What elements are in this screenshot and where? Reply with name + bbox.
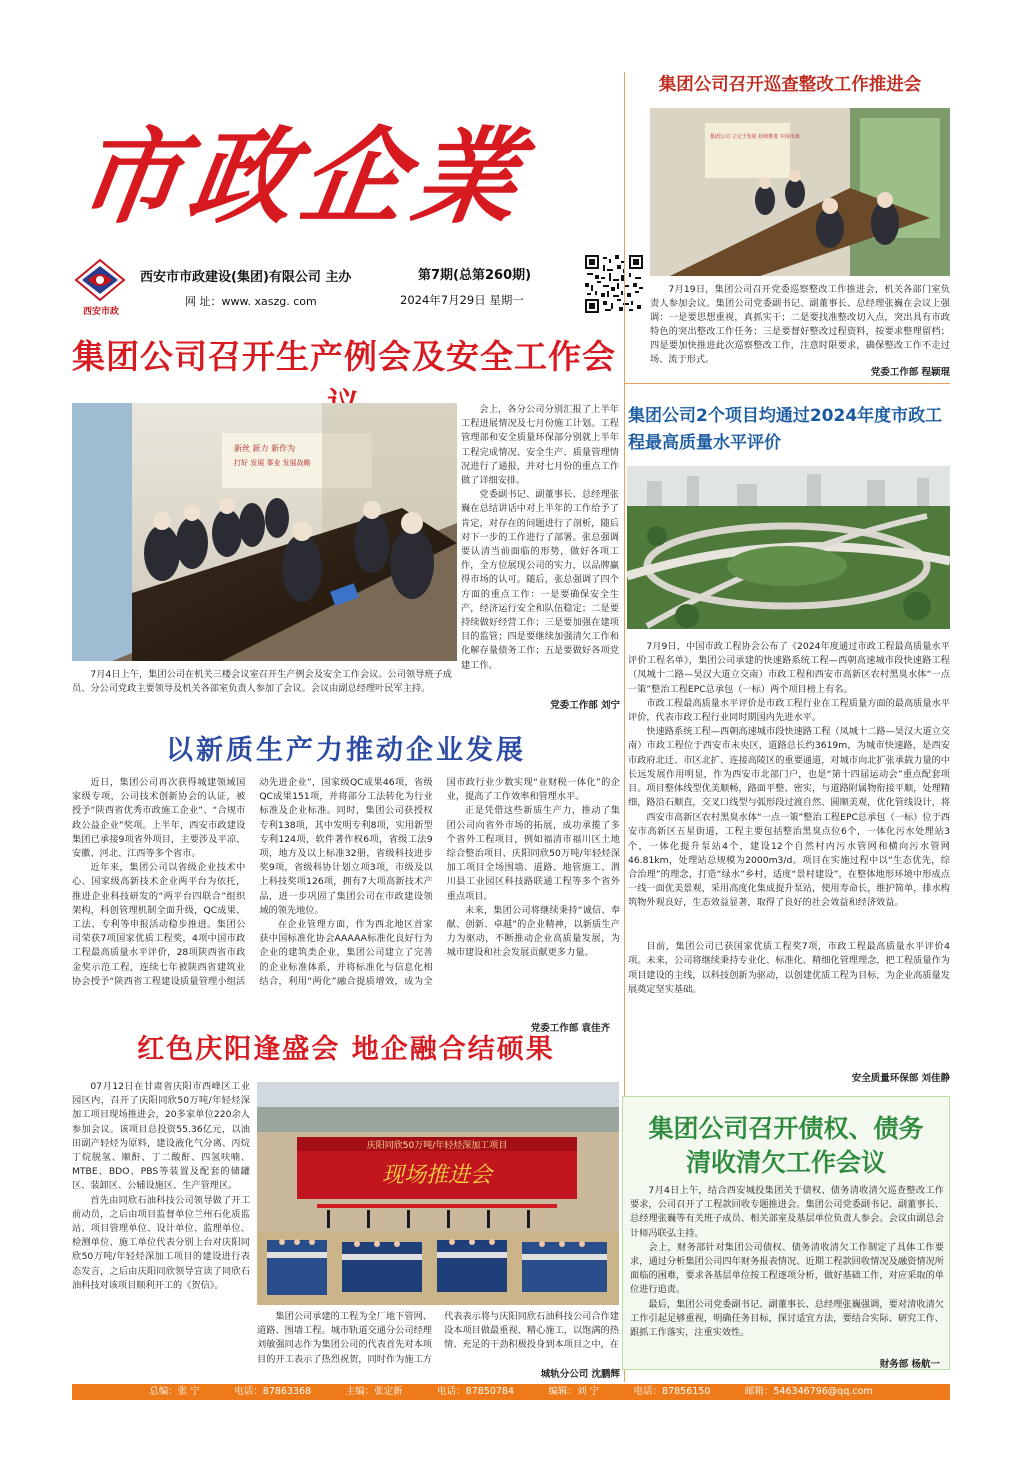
masthead-title: 市政企業 [69, 115, 535, 238]
logo-text: 西安市政 [82, 307, 119, 317]
footer-copy-editor: 编辑：刘 宁 [548, 1386, 600, 1397]
article-debt-body: 7月4日上午，结合西安城投集团关于债权、债务清收清欠巡查整改工作要求，公司召开了工程款回收专题推进会。集团公司党委副书记、副董事长、总经理张巍等有关班子成员、相关部室及基层单位负责人参会。会议由副总会计师冯联弘主持。 会上，财务部针对集团公司债权、债务清收清欠工作制定了具体工作要求，通过分析集团公司四年财务报表情况、近期工程款回收情况及融资情况所面临的困难，要求各基层单位按工程逐项分析，做好基础工作，对应采取的单位进行追责。 最后，集团公司党委副书记、副董事长、总经理张巍强调，要对清收清欠工作引起足够重视，明确任务目标，探讨适宜方法，要结合实际、研究工作、跟抓工作落实，注重实效性。 [630, 1185, 944, 1339]
issue-date: 2024年7月29日 星期一 [400, 293, 524, 307]
inspection-wall-text: 集团公司 立足于发展 持续推进 中国市政 [710, 134, 800, 140]
article-inspection-byline: 党委工作部 程颖琨 [870, 367, 950, 378]
article-qingyang-title: 红色庆阳逢盛会 地企融合结硕果 [137, 1034, 555, 1065]
photo-wall-text: 新丝 新力 新作为 [234, 444, 296, 453]
article-qingyang-body-left: 07月12日在甘肃省庆阳市西峰区工业园区内，召开了庆阳同欣50万吨/年轻烃深加工项目现场推进会，20多家单位220余人参加会议。该项目总投资55.36亿元，以油田副产轻烃为原料，建设液化气分离、丙烷丁烷脱氢、顺酐、丁二酸酐、四氢呋喃、MTBE、BDO、PBS等装置及配套的储罐区、装卸区、公辅设施区、生产管理区。 首先由同欣石油科技公司领导做了开工前动员，之后由项目监督单位兰州石化质监站、项目管理单位、设计单位、监理单位、检测单位、施工单位代表分别上台对庆阳同欣50万吨/年轻烃深加工项目的建设进行表态发言，之后由庆阳同欣领导宣读了同欣石油科技对该项目顺利开工的《贺信》。 [72, 1081, 250, 1291]
ceremony-banner: 庆阳同欣50万吨/年轻烃深加工项目 [366, 1141, 508, 1151]
article-main-caption: 7月4日上午，集团公司在机关三楼会议室召开生产例会及安全工作会议。公司领导班子成员、分公司党政主要领导及机关各部室负责人参加了会议。会议由副总经理叶民军主持。 [72, 669, 452, 694]
footer-editor: 主编：张定新 [345, 1386, 403, 1397]
footer-phone-3: 电话：87856150 [633, 1386, 711, 1397]
article-inspection-body: 7月19日，集团公司召开党委巡察整改工作推进会，机关各部门室负责人参加会议。集团公司党委副书记、副董事长、总经理张巍在会议上强调：一是要思想重视，真抓实干；二是要找准整改切入点，突出具有市政特色的突出整改工作任务；三是要督好整改过程资料，按要求整理留档；四是要加快推进此次巡察整改工作，注意时限要求，确保整改工作不走过场、流于形式。 [650, 284, 950, 365]
website-link[interactable]: 网 址：www. xaszg. com [185, 295, 317, 308]
article-qingyang-byline: 城轨分公司 沈鹏辉 [540, 1369, 620, 1380]
article-main-byline: 党委工作部 刘宁 [550, 700, 620, 711]
footer-chief-editor: 总编：张 宁 [149, 1386, 200, 1397]
inspection-photo [650, 108, 950, 276]
footer-bar [72, 1384, 950, 1400]
article-debt-byline: 财务部 杨航一 [879, 1359, 940, 1370]
article-main-body: 会上，各分公司分别汇报了上半年工程进展情况及七月份施工计划。工程管理部和安全质量环保部分别就上半年工程完成情况、安全生产、质量管理情况进行了通报，并对七月份的重点工作做了详细安排。 党委副书记、副董事长、总经理张巍在总结讲话中对上半年的工作给予了肯定，对存在的问题进行了剖析，随后对下一步的工作进行了部署。张总强调要认清当前面临的形势，做好各项工作，全方位展现公司的实力，以品牌赢得市场的认可。随后，张总强调了四个方面的重点工作：一是要确保安全生产，经济运行安全和队伍稳定；二是要持续做好经营工作；三是要加强在建项目的监管；四是要继续加强清欠工作和化解存量债务工作；五是要做好各项党建工作。 [461, 404, 619, 671]
publisher: 西安市市政建设(集团)有限公司 主办 [140, 270, 352, 285]
interchange-photo [627, 466, 950, 629]
article-debt-title: 集团公司召开债权、债务 清收清欠工作会议 [648, 1114, 924, 1177]
footer-phone-1: 电话：87863368 [234, 1386, 312, 1397]
issue-number: 第7期(总第260期) [418, 268, 532, 283]
article-quality-byline: 安全质量环保部 刘佳静 [851, 1073, 950, 1084]
ceremony-photo [257, 1082, 619, 1305]
qr-code-icon[interactable] [585, 255, 643, 313]
article-quality-title: 集团公司2个项目均通过2024年度市政工程最高质量水平评价 [628, 406, 943, 453]
article-inspection-title: 集团公司召开巡查整改工作推进会 [658, 75, 922, 95]
article-main-title: 集团公司召开生产例会及安全工作会 [72, 337, 616, 376]
ceremony-banner-2: 现场推进会 [381, 1163, 493, 1188]
footer-email[interactable]: 邮箱：546346796@qq.com [744, 1386, 873, 1397]
footer-phone-2: 电话：87850784 [437, 1386, 515, 1397]
article-growth-byline: 党委工作部 袁佳齐 [530, 1023, 610, 1034]
article-qingyang-body-right: 集团公司承建的工程为全厂地下管网、道路、围墙工程。城市轨道交通分公司经理刘敏强同志作为集团公司的代表首先对本项目的开工表示了热烈祝贺，同时作为施工方代表表示将与庆阳同欣石油科技公司合作建设本项目做最重视、精心施工，以饱满的热情、充足的干劲积极投身到本项目之中，在 [257, 1311, 619, 1365]
photo-wall-text-2: 打好 发展 事业 发展战略 [234, 459, 311, 467]
section-divider [624, 383, 950, 384]
article-quality-body: 7月9日，中国市政工程协会公布了《2024年度通过市政工程最高质量水平评价工程名单》，集团公司承建的快速路系统工程—西朝高速城市段快速路工程（凤城十二路—昊汉大道立交南）市政工程和西安市高新区农村黑臭水体“一点一策”整治工程EPC总承包（一标）两个项目榜上有名。 市政工程最高质量水平评价是市政工程行业在工程质量方面的最高质量水平评价，代表市政工程行业同时期国内先进水平。 快速路系统工程—西朝高速城市段快速路工程（凤城十二路—昊汉大道立交南）市政工程位于西安市未央区，道路总长约3619m，为城市快速路，是西安市政府北迁、市区北扩、连接高陵区的重要通道，对城市向北扩张承载力量的中长远发展作用明显，作为西安市北部门户，也是“第十四届运动会”重点配套项目。项目整体线型优美顺畅，路面平整、密实，与道路附属物衔接平顺，处理精细，路沿石顺直，交叉口线型与弧形段过渡自然、圆顺美观，优化管线设计，将 西安市高新区农村黑臭水体“一点一策”整治工程EPC总承包（一标）位于西安市高新区五星街道，工程主要包括整治黑臭点位6个，一体化污水处理站3个，一体化提升泵站4个，建设12个自然村内污水管网和横向污水管网46.81km，处理站总规模为2000m3/d。项目在实施过程中以“生态优先，综合治理”的理念，打造“绿水”乡村，适度“景村建设”，在整体地形环境中形成点一线一面优美景观，采用高度化集成提升泵站，使用寿命长，维护简单，排水构筑物外观良好，生态效益显著，取得了良好的社会效益和经济效益。 目前，集团公司已获国家优质工程奖7项，市政工程最高质量水平评价4项。未来，公司将继续秉持专业化、标准化、精细化管理理念，把工程质量作为项目建设的主线，以科技创新为驱动，以创建优质工程为目标，为企业高质量发展奠定坚实基础。 [628, 641, 950, 995]
article-growth-title: 以新质生产力推动企业发展 [166, 735, 526, 766]
meeting-photo [72, 403, 457, 661]
article-growth-body: 近日，集团公司再次获得城建领域国家级专项，公司技术创新协会的认证，被授予“陕西省优秀市政施工企业”、“合规市政公益企业”奖项。上半年，西安市政建设集团已承接9项省外项目，主要涉及平凉、安徽、河北、江西等多个省市。 近年来，集团公司以省级企业技术中心、国家级高新技术企业两平台为依托，推进企业科技研发的“两平台四联合”组织架构，科创管理机制全面升级，QC成果、工法、专利等申报活动稳步推进。集团公司荣获7项国家优质工程奖，4项中国市政工程最高质量水平评价，28项陕西省市政金奖示范工程，连续七年被陕西省建筑业协会授予“陕西省工程建设质量管理小组活动先进企业”，国家级QC成果46项，省级QC成果151项，并将部分工法转化为行业标准及企业标准。同时，集团公司获授权专利138项，其中发明专利8项，实用新型专利124项，软件著作权6项，省级工法9项，地方及以上标准32册，省级科技进步奖9项，省级科协计划立项3项，市级及以上科技奖项126项，拥有7大项高新技术产品，进一步巩固了集团公司在市政建设领域的领先地位。 在企业管理方面，作为西北地区首家获中国标准化协会AAAAA标准化良好行为企业的建筑类企业，集团公司建立了完善的企业标准体系，并将标准化与信息化相结合，利用“两化”融合提质增效，成为全国市政行业少数实现“业财税一体化”的企业，提高了工作效率和管理水平。 正是凭借这些新质生产力，推动了集团公司向省外市场的拓展，成功承揽了多个省外工程项目，例如福清市福川区土地综合整治项目、庆阳同欣50万吨/年轻烃深加工项目全场围墙、道路、地管施工、渭川县工业园区科技路联通工程等多个省外重点项目。 未来，集团公司将继续秉持“诚信、奉献、创新、卓越”的企业精神，以新质生产力为驱动，不断推动企业高质量发展，为城市建设和社会发展贡献更多力量。 [72, 777, 620, 987]
